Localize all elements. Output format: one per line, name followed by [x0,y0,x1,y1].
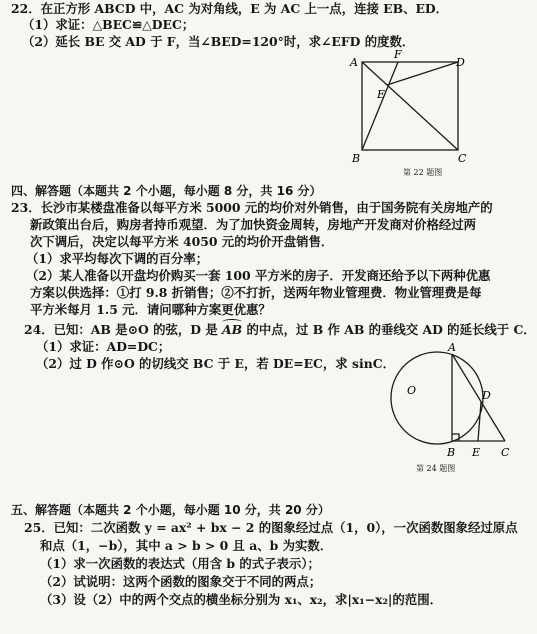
q24-line-ac [452,354,505,441]
q24-label-o: O [407,384,417,397]
q24-label-a: A [448,341,456,354]
q22-label-a: A [350,56,358,69]
q24-stem-a: 24．已知：AB 是⊙O 的弦，D 是 [24,322,218,337]
section5-title: 五、解答题（本题共 2 个小题，每小题 10 分，共 20 分） [11,503,330,517]
q23-line-1: 23．长沙市某楼盘准备以每平方米 5000 元的均价对外销售，由于国务院有关房地产的 [11,200,493,215]
q25-part3: （3）设（2）中的两个交点的横坐标分别为 x₁、x₂，求|x₁−x₂|的范围． [40,592,442,607]
q25-line-1: 25．已知：二次函数 y = ax² + bx − 2 的图象经过点（1，0），一次函数图象经过原点 [24,520,518,535]
q24-circle-o [391,352,483,444]
q22-label-f: F [394,48,402,61]
q22-part2: （2）延长 BE 交 AD 于 F，当∠BED=120°时，求∠EFD 的度数． [22,34,415,49]
q22-part1: （1）求证：△BEC≌△DEC； [22,17,195,32]
q24-label-c: C [501,446,510,459]
q24-label-b: B [447,446,456,459]
q24-part2: （2）过 D 作⊙O 的切线交 BC 于 E，若 DE=EC，求 sinC． [36,356,395,371]
q24-label-e: E [472,446,481,459]
q24-tangent-de [478,402,481,441]
q22-diagonal-ac [362,62,458,150]
q24-stem [24,322,536,338]
q24-figure-caption: 第 24 题图 [416,464,456,473]
q23-part2-line-3: 平方米每月 1.5 元．请问哪种方案更优惠？ [30,302,271,317]
section4-title: 四、解答题（本题共 2 个小题，每小题 8 分，共 16 分） [11,184,322,198]
q22-figure-caption: 第 22 题图 [403,168,443,177]
q22-label-c: C [458,152,467,165]
q24-stem-b: 的中点，过 B 作 AB 的垂线交 AD 的延长线于 C． [246,322,536,337]
q25-part2: （2）试说明：这两个函数的图象交于不同的两点； [40,574,322,589]
q22-square [362,62,458,150]
q23-part1: （1）求平均每次下调的百分率； [26,251,209,266]
q22-segment-ed [387,62,458,85]
q24-label-d: D [482,389,491,402]
q22-label-e: E [377,88,386,101]
q24-right-angle-mark [452,434,459,441]
q22-stem: 22．在正方形 ABCD 中，AC 为对角线，E 为 AC 上一点，连接 EB、ED． [11,1,449,16]
q22-label-d: D [456,56,465,69]
q23-part2-line-2: 方案以供选择：①打 9.8 折销售；②不打折，送两年物业管理费．物业管理费是每 [30,285,482,300]
q25-part1: （1）求一次函数的表达式（用含 b 的式子表示）； [40,556,320,571]
q25-line-2: 和点（1，−b），其中 a > b > 0 且 a、b 为实数． [40,538,333,553]
q23-line-2: 新政策出台后，购房者持币观望．为了加快资金周转，房地产开发商对价格经过两 [30,217,477,232]
q23-line-3: 次下调后，决定以每平方米 4050 元的均价开盘销售． [30,234,334,249]
q22-label-b: B [352,152,361,165]
q23-part2-line-1: （2）某人准备以开盘均价购买一套 100 平方米的房子．开发商还给予以下两种优惠 [26,268,491,283]
q24-arc-ab: AB [222,322,243,337]
q24-part1: （1）求证：AD=DC； [36,339,171,354]
q22-segment-bf [362,62,398,150]
